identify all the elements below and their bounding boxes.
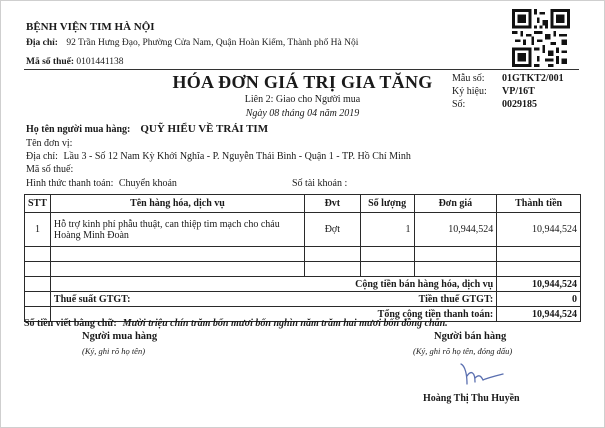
invoice-copy: Liên 2: Giao cho Người mua	[244, 94, 361, 105]
subtotal-value: 10,944,524	[497, 277, 581, 292]
payment-value: Chuyển khoản	[118, 178, 177, 189]
cell-price: 10,944,524	[414, 213, 497, 247]
seller-tax	[26, 57, 124, 67]
buyer-tax-row	[26, 164, 73, 175]
seller-name: BỆNH VIỆN TIM HÀ NỘI	[26, 21, 155, 33]
invoice-form	[452, 73, 564, 84]
header-qty: Số lượng	[360, 195, 414, 213]
vat-value: 0	[497, 292, 581, 307]
table-row-empty	[25, 262, 581, 277]
header-unit: Đvt	[305, 195, 361, 213]
seller-sign-note: (Ký, ghi rõ họ tên, đóng dấu)	[413, 346, 513, 356]
header-amount: Thành tiền	[497, 195, 581, 213]
number-label: Số:	[452, 99, 466, 110]
payment-label: Hình thức thanh toán:	[26, 178, 114, 189]
words-value: Mười triệu chín trăm bốn mươi bốn nghìn năm trăm hai mươi bốn đồng chẵn.	[122, 318, 448, 329]
buyer-address: Lầu 3 - Số 12 Nam Kỳ Khởi Nghĩa - P. Nguyễn Thái Bình - Quận 1 - TP. Hồ Chí Minh	[63, 151, 411, 162]
table-row-empty	[25, 247, 581, 262]
buyer-address-row	[26, 151, 411, 162]
cell-qty: 1	[360, 213, 414, 247]
seller-tax-label: Mã số thuế:	[26, 57, 75, 67]
cell-stt: 1	[25, 213, 51, 247]
buyer-address-label: Địa chỉ:	[26, 151, 58, 162]
cell-unit: Đợt	[305, 213, 361, 247]
items-table	[24, 194, 581, 322]
total-label: Tổng cộng tiền thanh toán:	[50, 307, 496, 322]
vat-row	[25, 292, 581, 307]
invoice-symbol	[452, 86, 535, 97]
cell-name: Hỗ trợ kinh phí phẫu thuật, can thiệp tim mạch cho cháu Hoàng Minh Đoàn	[50, 213, 304, 247]
buyer-name: QUỸ HIỂU VỀ TRÁI TIM	[140, 123, 269, 135]
subtotal-row	[25, 277, 581, 292]
header-divider	[24, 69, 579, 70]
header-name: Tên hàng hóa, dịch vụ	[50, 195, 304, 213]
seller-address-value: 92 Trần Hưng Đạo, Phường Cửa Nam, Quận Hoàn Kiếm, Thành phố Hà Nội	[66, 38, 359, 48]
words-label: Số tiền viết bằng chữ:	[24, 318, 117, 329]
seller-tax-value: 0101441138	[76, 57, 124, 67]
vat-rate-label: Thuế suất GTGT:	[50, 292, 360, 307]
buyer-tax-label: Mã số thuế:	[26, 164, 74, 175]
vat-label: Tiền thuế GTGT:	[360, 292, 497, 307]
buyer-account-row	[292, 178, 347, 189]
invoice-number	[452, 99, 537, 110]
seller-signer-name: Hoàng Thị Thu Huyền	[423, 393, 520, 404]
header-price: Đơn giá	[414, 195, 497, 213]
symbol-value: VP/16T	[502, 86, 535, 97]
form-label: Mẫu số:	[452, 73, 485, 84]
number-value: 0029185	[502, 99, 537, 110]
buyer-sign-title: Người mua hàng	[82, 331, 158, 342]
subtotal-label: Cộng tiền bán hàng hóa, dịch vụ	[50, 277, 496, 292]
symbol-label: Ký hiệu:	[452, 86, 487, 97]
seller-address-label: Địa chỉ:	[26, 38, 58, 48]
qr-code-icon	[511, 9, 571, 67]
seller-address	[26, 38, 358, 48]
invoice-title: HÓA ĐƠN GIÁ TRỊ GIA TĂNG	[172, 72, 433, 92]
buyer-unit-row	[26, 138, 72, 149]
account-label: Số tài khoản :	[292, 178, 348, 189]
seller-sign-title: Người bán hàng	[434, 331, 507, 342]
signature-icon	[455, 362, 525, 388]
invoice-date: Ngày 08 tháng 04 năm 2019	[245, 108, 360, 119]
buyer-name-row	[26, 123, 268, 135]
total-value: 10,944,524	[497, 307, 581, 322]
cell-amount: 10,944,524	[497, 213, 581, 247]
buyer-payment-row	[26, 178, 177, 189]
amount-in-words	[24, 318, 448, 329]
form-value: 01GTKT2/001	[502, 73, 564, 84]
table-header	[25, 195, 581, 213]
table-row	[25, 213, 581, 247]
buyer-sign-note: (Ký, ghi rõ họ tên)	[82, 346, 146, 356]
header-stt: STT	[25, 195, 51, 213]
buyer-unit-label: Tên đơn vị:	[26, 138, 73, 149]
buyer-name-label: Họ tên người mua hàng:	[26, 124, 131, 135]
